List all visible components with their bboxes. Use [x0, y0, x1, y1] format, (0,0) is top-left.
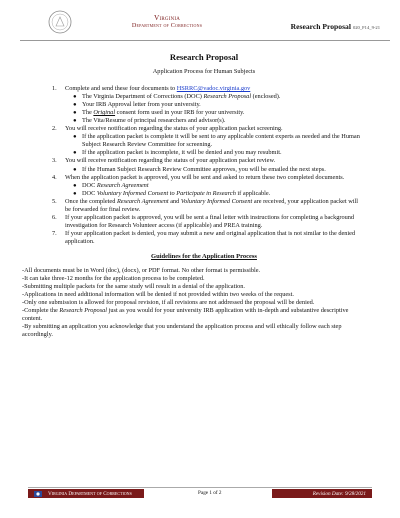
guideline-item: -All documents must be in Word (doc), (docx), or PDF format. No other format is permissible. [22, 267, 261, 275]
step-sublist [73, 166, 362, 174]
step-number: 7. [52, 229, 57, 237]
guideline-item: -It can take three-12 months for the application process to be completed. [22, 275, 205, 283]
agency-line-2: Department of Corrections [131, 22, 203, 29]
guidelines-heading: Guidelines for the Application Process [151, 252, 257, 260]
step-text: You will receive notification regarding the status of your application packet screening. [65, 125, 283, 133]
agency-line-1: Virginia [153, 13, 181, 22]
guideline-item: -By submitting an application you acknowledge that you understand the application process and will ethically follow each step accordingly. [22, 323, 342, 339]
steps-list [46, 85, 362, 246]
revision-date: Revision Date: 9/28/2021 [312, 491, 366, 497]
sub-item: ● If the application packet is incomplete, it will be denied and you may resubmit. [73, 149, 282, 157]
guideline-item: -Applications in need additional information will be denied if not provided within two weeks of the request. [22, 291, 294, 299]
state-seal-icon [48, 10, 72, 34]
step-item [52, 157, 362, 173]
step-number: 5. [52, 197, 57, 205]
bullet-icon: ● [73, 102, 77, 109]
step-sublist [73, 93, 362, 125]
bullet-icon: ● [73, 150, 77, 157]
bullet-icon: ● [73, 94, 77, 101]
step-sublist [73, 133, 362, 157]
sub-item: ● If the application packet is complete it will be sent to any applicable content experts as needed and the Human Subject Research Review Committee for screening. [73, 133, 360, 149]
document-footer [28, 487, 372, 497]
step-number: 2. [52, 125, 57, 133]
step-item [52, 85, 362, 125]
step-text: Complete and send these four documents to [65, 85, 177, 93]
bullet-icon: ● [73, 182, 77, 189]
step-sublist [73, 182, 362, 198]
step-number: 1. [52, 85, 57, 93]
page-subtitle: Application Process for Human Subjects [152, 68, 256, 75]
step-item [52, 125, 362, 157]
state-flag-icon [34, 491, 42, 497]
step-number: 4. [52, 173, 57, 181]
document-header [12, 8, 388, 42]
page-title: Research Proposal [169, 52, 239, 62]
guideline-item: -Submitting multiple packets for the same study will result in a denial of the application. [22, 283, 245, 291]
header-divider [20, 40, 390, 41]
guideline-item: -Only one submission is allowed for proposal revision, if all revisions are not addressed the proposal will be denied. [22, 299, 315, 307]
bullet-icon: ● [73, 110, 77, 117]
page-number: Page 1 of 2 [198, 490, 222, 496]
guideline-item: -Complete the Research Proposal just as you would for your university IRB application with in-depth and substantive descriptive content. [22, 307, 349, 323]
bullet-icon: ● [73, 190, 77, 197]
document-body [22, 52, 362, 339]
footer-agency: Virginia Department of Corrections [48, 491, 132, 497]
sub-item: ● If the Human Subject Research Review Committee approves, you will be emailed the next steps. [73, 165, 326, 173]
form-title-text: Research Proposal [290, 22, 351, 31]
sub-item: ● The Vita/Resume of principal researchers and advisor(s). [73, 117, 226, 125]
sub-item: ● The Original consent form used in your IRB for your university. [73, 109, 245, 117]
step-item [52, 214, 362, 230]
guidelines-list [22, 267, 362, 339]
sub-item: ● DOC Voluntary Informed Consent to Participate in Research if applicable. [73, 189, 271, 197]
step-item [52, 174, 362, 198]
email-link[interactable]: HSRRC@vadoc.virginia.gov [176, 85, 251, 93]
bullet-icon: ● [73, 118, 77, 125]
footer-revision-band [272, 489, 372, 498]
sub-item: ● DOC Research Agreement [73, 181, 149, 189]
step-item: 5. Once the completed Research Agreement and Voluntary Informed Consent are received, your application packet will be forwarded for final review. [52, 197, 359, 213]
step-number: 3. [52, 157, 57, 165]
form-title [291, 22, 380, 31]
step-text: When the application packet is approved, you will be sent and asked to return these two completed documents. [65, 173, 345, 181]
step-item [52, 230, 362, 246]
bullet-icon: ● [73, 166, 77, 173]
sub-item: ● The Virginia Department of Corrections (DOC) Research Proposal (enclosed). [73, 93, 281, 101]
step-text: If your application packet is approved, you will be sent a final letter with instructions for completing a background investigation for Research Volunteer access (if applicable) and PREA training. [65, 213, 355, 229]
step-text: If your application packet is denied, you may submit a new and original application that is not similar to the denied application. [65, 229, 356, 245]
agency-name [102, 14, 232, 30]
sub-item: ● Your IRB Approval letter from your university. [73, 101, 201, 109]
footer-agency-band [28, 489, 144, 498]
form-code: 020_F14_9-21 [352, 25, 380, 30]
step-text: You will receive notification regarding the status of your application packet review. [65, 157, 276, 165]
bullet-icon: ● [73, 134, 77, 141]
step-number: 6. [52, 213, 57, 221]
